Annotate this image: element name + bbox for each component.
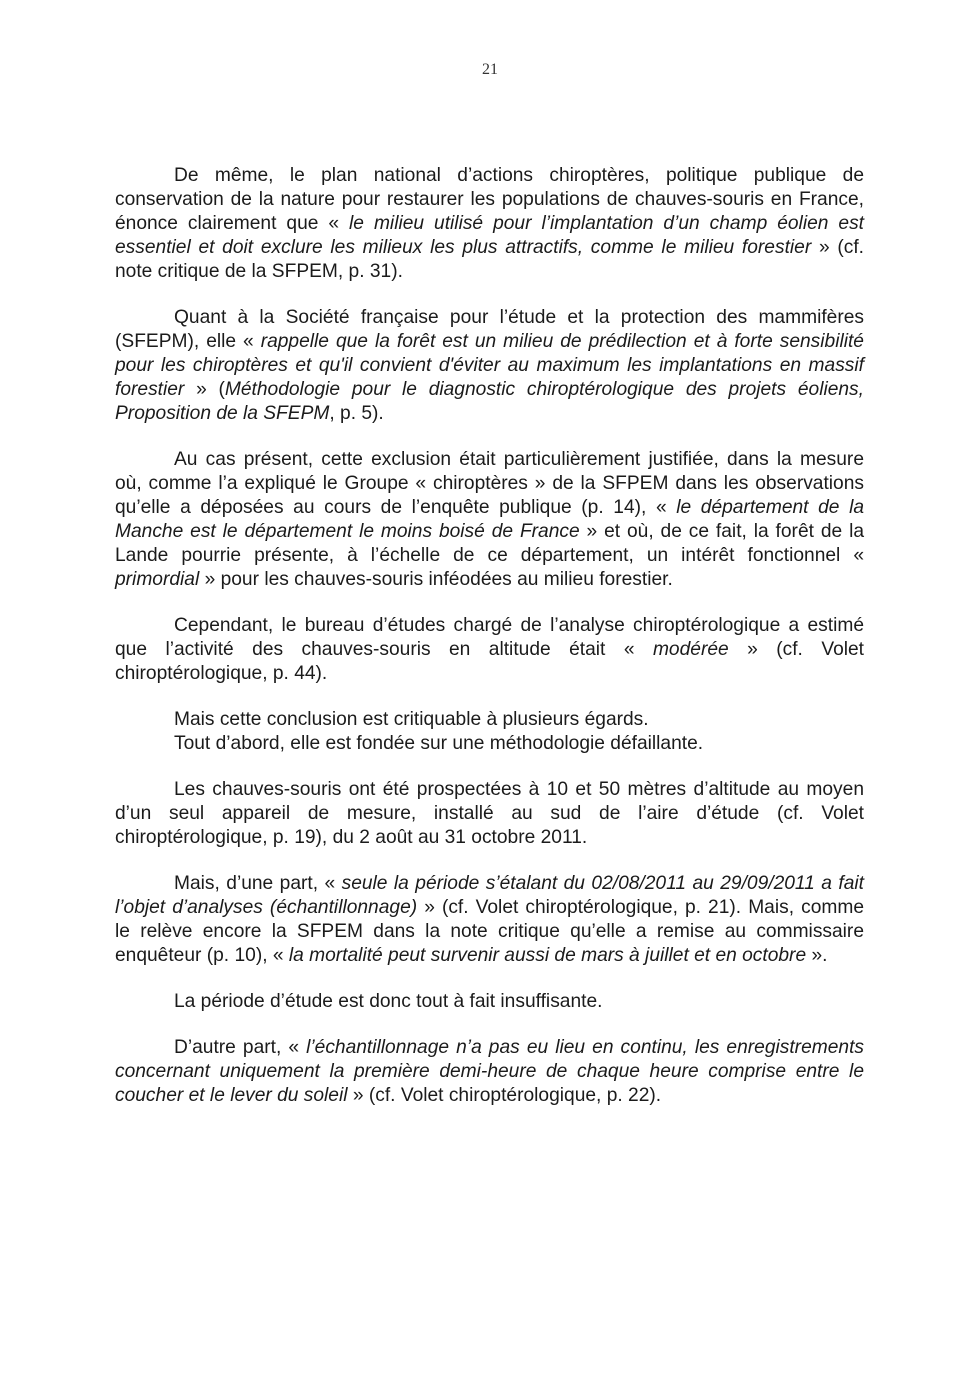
text-run: Au cas présent, cette exclusion était particulièrement justifiée, dans la mesure où, comme l’a expliqué le Groupe « chiroptères » de la SFPEM dans les observations qu’elle a déposées au cours de l’enquête publique (p. 14), «	[115, 449, 864, 518]
text-run: La période d’étude est donc tout à fait insuffisante.	[174, 991, 603, 1012]
text-run: Mais cette conclusion est critiquable à plusieurs égards.	[174, 709, 649, 730]
text-run: » (cf. Volet chiroptérologique, p. 22).	[347, 1085, 662, 1106]
quote-italic: l’échantillonnage n’a pas eu lieu en continu, les enregistrements concernant uniquement la première demi-heure de chaque heure comprise entre le coucher et le lever du soleil	[115, 1037, 864, 1106]
paragraph	[115, 872, 864, 968]
text-run: » (cf. Volet chiroptérologique, p. 21). Mais, comme le relève encore la SFPEM dans la note critique qu’elle a remise au commissaire enquêteur (p. 10), «	[115, 897, 864, 966]
text-run: De même, le plan national d’actions chiroptères, politique publique de conservation de la nature pour restaurer les populations de chauves-souris en France, énonce clairement que «	[115, 165, 864, 234]
text-run: , p. 5).	[329, 403, 384, 424]
paragraph	[115, 448, 864, 592]
quote-italic: la mortalité peut survenir aussi de mars à juillet et en octobre	[288, 945, 807, 966]
paragraph	[115, 306, 864, 426]
paragraph	[115, 990, 864, 1014]
text-run: ».	[806, 945, 828, 966]
paragraph	[115, 732, 864, 756]
text-run: D’autre part, «	[174, 1037, 307, 1058]
paragraph	[115, 164, 864, 284]
text-run: » (cf. Volet chiroptérologique, p. 44).	[115, 639, 865, 684]
text-run: » (	[184, 379, 225, 400]
page-number: 21	[482, 61, 498, 78]
text-run: » (cf. note critique de la SFPEM, p. 31).	[115, 237, 864, 282]
paragraph	[115, 708, 864, 732]
quote-italic: le département de la Manche est le département le moins boisé de France	[115, 497, 865, 542]
text-run: Quant à la Société française pour l’étude et la protection des mammifères (SFEPM), elle «	[115, 307, 864, 352]
paragraph	[115, 778, 864, 850]
quote-italic: le milieu utilisé pour l’implantation d’un champ éolien est essentiel et doit exclure les milieux les plus attractifs, comme le milieu forestier	[115, 213, 864, 258]
quote-italic: modérée	[652, 639, 729, 660]
quote-italic: rappelle que la forêt est un milieu de prédilection et à forte sensibilité pour les chiroptères et qu'il convient d'éviter au maximum les implantations en massif forestier	[115, 331, 864, 400]
quote-italic: seule la période s’étalant du 02/08/2011 au 29/09/2011 a fait l’objet d’analyses (échantillonnage)	[115, 873, 864, 918]
document-body	[115, 164, 864, 1130]
text-run: » pour les chauves-souris inféodées au milieu forestier.	[199, 569, 673, 590]
citation-italic: Méthodologie pour le diagnostic chiroptérologique des projets éoliens, Proposition de la SFEPM	[115, 379, 864, 424]
text-run: » et où, de ce fait, la forêt de la Lande pourrie présente, à l’échelle de ce département, un intérêt fonctionnel «	[115, 521, 864, 566]
text-run: Tout d’abord, elle est fondée sur une méthodologie défaillante.	[174, 733, 704, 754]
text-run: Cependant, le bureau d’études chargé de l’analyse chiroptérologique a estimé que l’activité des chauves-souris en altitude était «	[115, 615, 864, 660]
text-run: Mais, d’une part, «	[174, 873, 342, 894]
text-run: Les chauves-souris ont été prospectées à 10 et 50 mètres d’altitude au moyen d’un seul appareil de mesure, installé au sud de l’aire d’étude (cf. Volet chiroptérologique, p. 19), du 2 août au 31 octobre 2011.	[115, 779, 864, 848]
paragraph	[115, 614, 864, 686]
paragraph	[115, 1036, 864, 1108]
quote-italic: primordial	[115, 569, 200, 590]
